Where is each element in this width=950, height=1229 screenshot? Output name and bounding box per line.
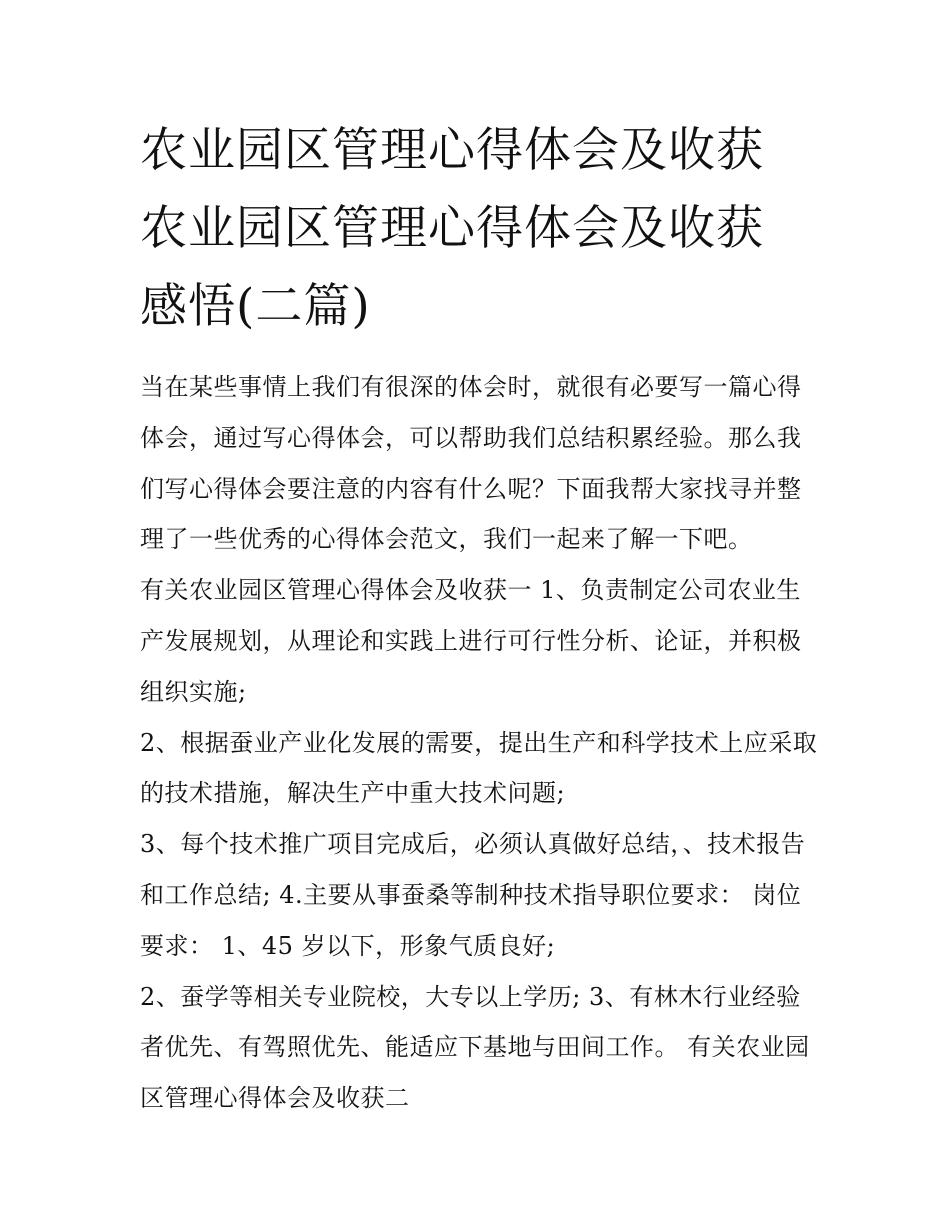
document-title	[140, 112, 820, 346]
title-line-1: 农业园区管理心得体会及收获	[140, 123, 764, 178]
title-line-3: 感悟(二篇)	[140, 279, 371, 334]
body-paragraph-1: 有关农业园区管理心得体会及收获一 1、负责制定公司农业生产发展规划，从理论和实践上进行可行性分析、论证，并积极组织实施;	[140, 576, 802, 706]
body-paragraph-2: 2、根据蚕业产业化发展的需要，提出生产和科学技术上应采取的技术措施，解决生产中重大技术问题;	[140, 728, 818, 808]
title-line-2: 农业园区管理心得体会及收获	[140, 201, 764, 256]
document-page	[140, 112, 820, 1124]
intro-paragraph: 当在某些事情上我们有很深的体会时，就很有必要写一篇心得体会，通过写心得体会，可以帮助我们总结积累经验。那么我们写心得体会要注意的内容有什么呢？下面我帮大家找寻并整理了一些优秀的心得体会范文，我们一起来了解一下吧。	[140, 373, 802, 554]
body-paragraph-3: 3、每个技术推广项目完成后，必须认真做好总结，、技术报告和工作总结; 4.主要从事蚕桑等制种技术指导职位要求： 岗位要求： 1、45 岁以下，形象气质良好;	[140, 830, 806, 960]
body-paragraph-4: 2、蚕学等相关专业院校，大专以上学历; 3、有林木行业经验者优先、有驾照优先、能适应下基地与田间工作。 有关农业园区管理心得体会及收获二	[140, 982, 810, 1113]
